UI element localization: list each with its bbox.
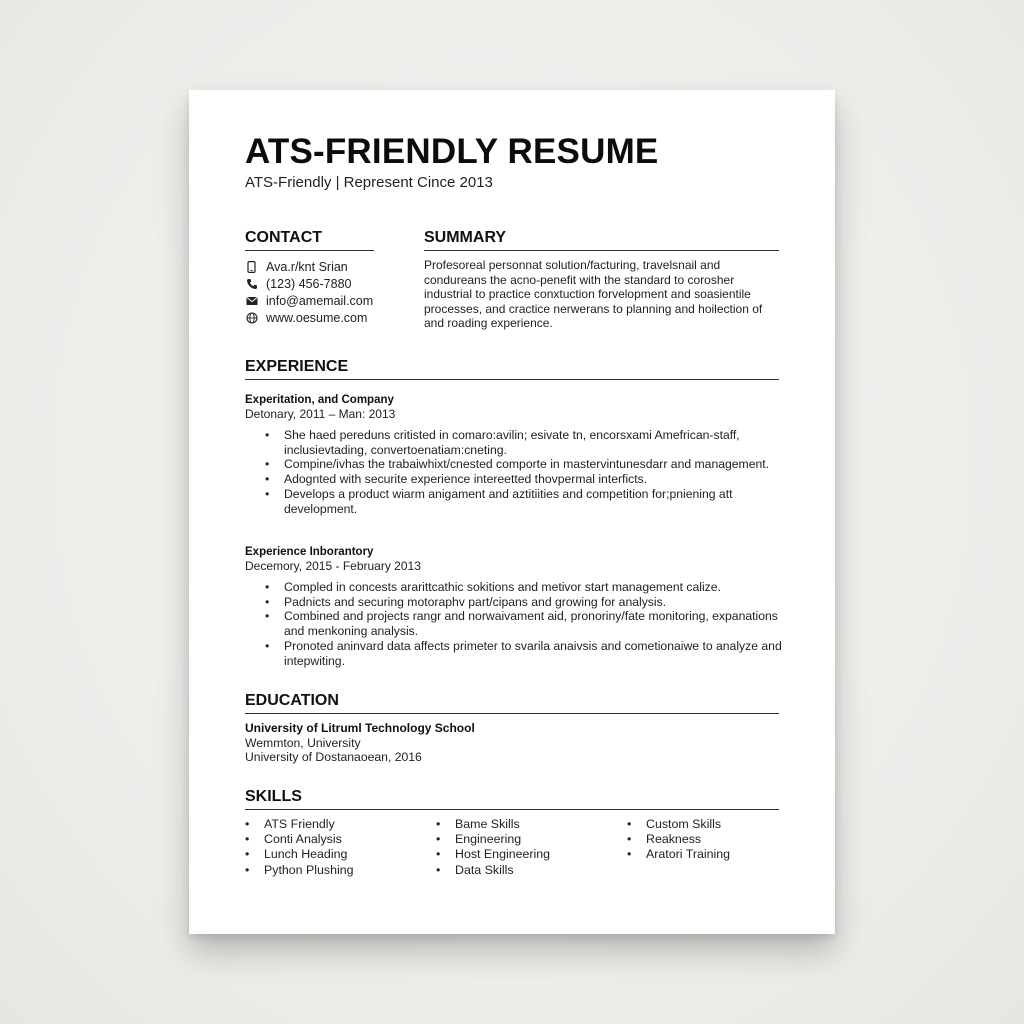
bullet-icon: • [245, 832, 250, 847]
bullet-text: Adognted with securite experience intereetted thovpermal interficts. [284, 472, 648, 487]
contact-name: Ava.r/knt Srian [266, 259, 348, 274]
skill-text: Data Skills [455, 862, 514, 877]
bullet-text: Compled in concests ararittcathic sokitions and metivor start management calize. [284, 580, 721, 594]
skill-text: Aratori Training [646, 847, 731, 862]
bullet-icon: • [265, 609, 270, 624]
resume-page [189, 90, 835, 934]
list-item [245, 863, 425, 878]
bullet-text: Develops a product wiarm anigament and aztitiities and competition for;pniening att development. [284, 486, 733, 516]
skill-text: Engineering [455, 832, 522, 847]
bullet-icon: • [436, 832, 441, 847]
bullet-text: Compine/ivhas the trabaiwhixt/cnested comporte in mastervintunesdarr and management. [284, 457, 770, 472]
list-item [627, 817, 807, 832]
list-item [245, 639, 785, 668]
bullet-icon: • [436, 817, 441, 831]
bullet-icon: • [245, 862, 250, 877]
list-item [245, 832, 425, 847]
list-item [245, 580, 785, 595]
contact-list [245, 258, 425, 326]
skills-list [627, 817, 807, 863]
job-title: Experience Inborantory [245, 546, 374, 558]
skill-text: Conti Analysis [264, 832, 342, 847]
list-item [627, 832, 807, 847]
education-line-2: University of Dostanaoean, 2016 [245, 750, 422, 764]
list-item [245, 428, 785, 457]
skill-text: Python Plushing [264, 862, 354, 877]
skill-text: Host Engineering [455, 847, 551, 862]
bullet-icon: • [436, 862, 441, 877]
list-item [627, 847, 807, 862]
globe-icon [245, 311, 258, 324]
summary-text: Profesoreal personnat solution/facturing, travelsnail and condureans the acno-penefit with the standard to corosher industrial to practice conxtuction forvelopment and soasientile processes, and cractice nerwerans to planning and hoilection of and roading experience. [424, 258, 763, 331]
contact-phone-row [245, 275, 425, 292]
education-heading: EDUCATION [245, 692, 779, 714]
bullet-icon: • [265, 486, 270, 501]
skills-list [245, 817, 425, 878]
bullet-icon: • [627, 847, 632, 862]
education-line-1: Wemmton, University [245, 735, 361, 750]
job-date: Detonary, 2011 – Man: 2013 [245, 407, 396, 421]
bullet-icon: • [265, 638, 270, 653]
bullet-text: Padnicts and securing motoraphv part/cipans and growing for analysis. [284, 594, 667, 609]
bullet-icon: • [265, 457, 270, 472]
phone-icon [245, 260, 258, 273]
skills-column-1 [245, 817, 425, 878]
bullet-icon: • [265, 594, 270, 609]
skill-text: Reakness [646, 832, 702, 847]
contact-name-row [245, 258, 425, 275]
job-entry-2 [245, 545, 785, 668]
job-bullets [245, 428, 785, 516]
resume-title: ATS-FRIENDLY RESUME [245, 132, 659, 171]
bullet-icon: • [245, 817, 250, 831]
list-item [245, 817, 425, 832]
list-item [245, 457, 785, 472]
bullet-icon: • [265, 472, 270, 487]
list-item [245, 595, 785, 610]
skills-column-2 [436, 817, 616, 878]
education-school: University of Litruml Technology School [245, 721, 475, 735]
job-entry-1 [245, 393, 785, 516]
bullet-icon: • [245, 847, 250, 862]
skill-text: Lunch Heading [264, 847, 348, 862]
contact-website: www.oesume.com [266, 310, 368, 325]
mail-icon [245, 294, 258, 307]
list-item [245, 847, 425, 862]
skills-column-3 [627, 817, 807, 863]
experience-heading: EXPERIENCE [245, 358, 779, 380]
telephone-icon [245, 277, 258, 290]
bullet-icon: • [265, 580, 270, 594]
list-item [436, 832, 616, 847]
skill-text: Bame Skills [455, 817, 520, 831]
bullet-text: Pronoted aninvard data affects primeter to svarila anaivsis and cometionaiwe to analyze and intepwiting. [284, 638, 782, 668]
skills-list [436, 817, 616, 878]
list-item [436, 847, 616, 862]
job-bullets [245, 580, 785, 668]
bullet-icon: • [627, 817, 632, 831]
bullet-text: She haed pereduns critisted in comaro:avilin; esivate tn, encorsxami Amefrican-staff, inclusievtading, convertoenatiam:cneting. [284, 428, 740, 457]
contact-email-row [245, 292, 425, 309]
contact-email: info@amemail.com [266, 293, 374, 308]
job-date: Decemory, 2015 - February 2013 [245, 559, 421, 573]
contact-phone: (123) 456-7880 [266, 276, 352, 291]
job-title: Experitation, and Company [245, 394, 394, 406]
resume-subtitle: ATS-Friendly | Represent Cince 2013 [245, 174, 493, 191]
bullet-icon: • [627, 832, 632, 847]
bullet-icon: • [265, 428, 270, 442]
skill-text: Custom Skills [646, 817, 722, 831]
bullet-text: Combined and projects rangr and norwaivament aid, pronoriny/fate monitoring, expanations and menkoning analysis. [284, 609, 778, 639]
bullet-icon: • [436, 847, 441, 862]
list-item [245, 487, 785, 516]
skills-heading: SKILLS [245, 788, 779, 810]
list-item [245, 609, 785, 638]
list-item [436, 863, 616, 878]
education-entry [245, 721, 785, 765]
list-item [436, 817, 616, 832]
list-item [245, 472, 785, 487]
contact-heading: CONTACT [245, 229, 374, 251]
contact-website-row [245, 309, 425, 326]
skill-text: ATS Friendly [264, 817, 335, 831]
summary-heading: SUMMARY [424, 229, 779, 251]
